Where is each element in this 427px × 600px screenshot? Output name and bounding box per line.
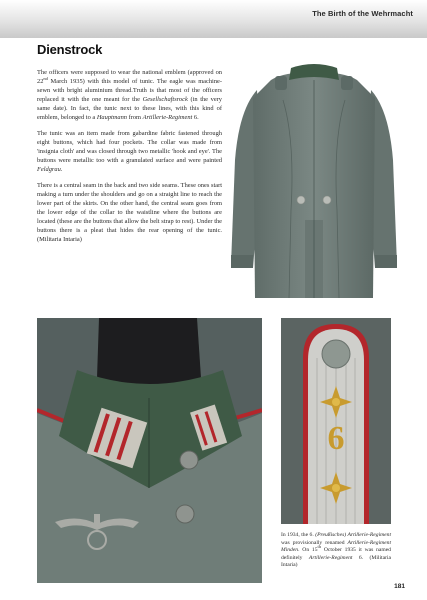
- italic-run: Feldgrau: [37, 166, 61, 173]
- page-title: Dienstrock: [37, 42, 103, 57]
- italic-run: Artillerie-Regiment Minden: [281, 539, 391, 554]
- tunic-back-photo: [225, 50, 403, 310]
- italic-run: Artillerie-Regiment: [142, 114, 193, 121]
- page-number: 181: [394, 583, 405, 590]
- running-head: The Birth of the Wehrmacht: [312, 9, 413, 18]
- superscript: th: [317, 544, 322, 550]
- shoulder-strap-photo: [281, 318, 391, 524]
- body-text: [37, 68, 222, 251]
- regiment-numeral: 6: [327, 420, 345, 457]
- italic-run: (Preußisches) Artillerie-Regiment: [315, 532, 391, 538]
- italic-run: Artillerie-Regiment: [308, 554, 353, 561]
- collar-closeup-photo: [37, 318, 262, 583]
- superscript: nd: [43, 75, 48, 81]
- paragraph: There is a central seam in the back and two side seams. These ones start making a turn under the shoulders and go on a straight line to reach the lower part of the skirts. On the other hand, the central seam goes from the lower edge of the collar to the waistline where the buttons are located (these are the buttons that allow the belt strap to rest). Under the buttons there is a pleat that hides the rear opening of the tunic. (Militaria Intaria): [37, 182, 222, 243]
- paragraph: The officers were supposed to wear the national emblem (approved on 22nd March 1935) with this model of tunic. The eagle was machine-sewn with bright aluminium thread.Truth is that most of the officers replaced it with the one meant for the Gesellschaftsrock (in the very same date). In fact, the tunic next to these lines, with this kind of emblem, belonged to a Hauptmann from Artillerie-Regiment 6.: [37, 69, 222, 121]
- paragraph: The tunic was an item made from gabardine fabric fastened through eight buttons, which had four pockets. The collar was made from 'insignia cloth' and was closed through two metallic 'hook and eye'. The buttons were metallic too with a granulated surface and were painted Feldgrau.: [37, 130, 222, 173]
- photo-caption: In 1934, the 6. (Preußisches) Artillerie-Regiment was provisionally renamed Artillerie-Regiment Minden. On 15th October 1935 it was named definitely Artillerie-Regiment 6. (Militaria Intaria): [281, 532, 391, 569]
- header-bar: [0, 0, 427, 38]
- italic-run: Gesellschaftsrock: [142, 96, 188, 103]
- italic-run: Hauptmann: [96, 114, 127, 121]
